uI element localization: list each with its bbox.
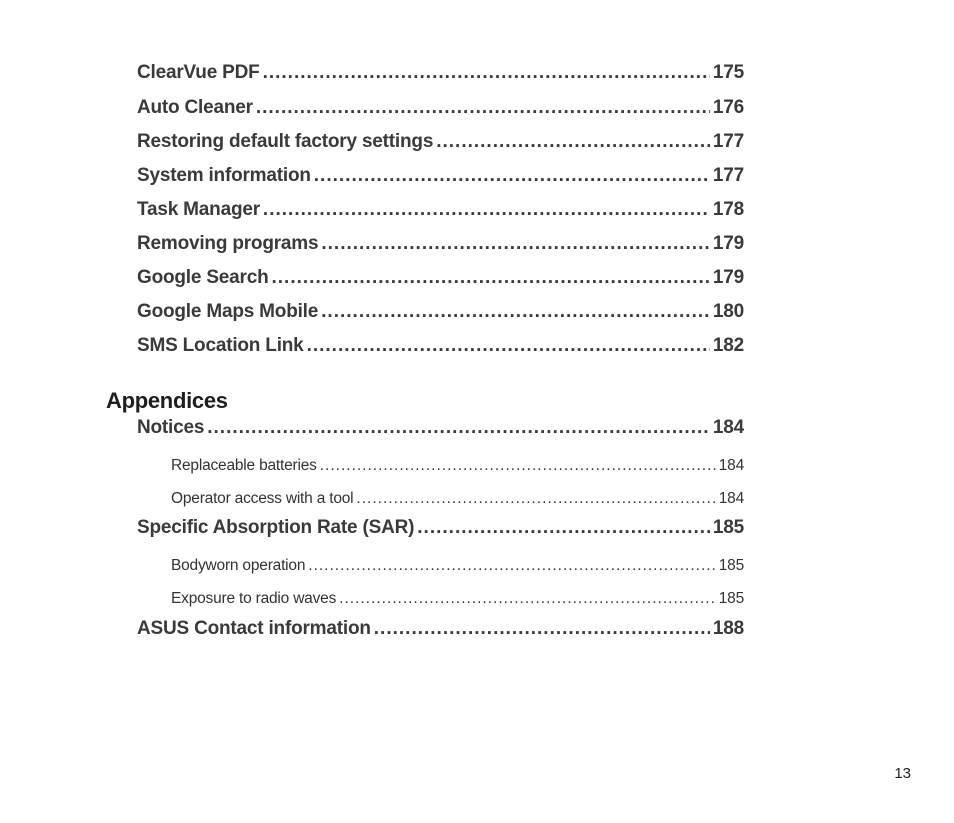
- toc-entry-title: Notices: [137, 417, 205, 438]
- toc-entry[interactable]: [137, 233, 744, 255]
- toc-entry-page: 184: [712, 417, 744, 438]
- toc-entry-title: System information: [137, 165, 311, 186]
- toc-entry-page: 177: [712, 131, 744, 152]
- toc-entry-title: Restoring default factory settings: [137, 131, 434, 152]
- toc-entry-title: Auto Cleaner: [137, 97, 253, 118]
- toc-subentry[interactable]: [171, 490, 744, 508]
- toc-entry-page: 180: [712, 301, 744, 322]
- toc-subentry[interactable]: [171, 557, 744, 575]
- toc-entry[interactable]: [137, 165, 744, 187]
- toc-entry-page: 175: [712, 62, 744, 83]
- toc-entry-page: 185: [718, 590, 744, 607]
- dot-leader: [263, 62, 710, 84]
- toc-entry-title: Bodyworn operation: [171, 557, 306, 574]
- toc-entry-title: Google Maps Mobile: [137, 301, 319, 322]
- toc-entry-page: 177: [712, 165, 744, 186]
- toc-subentry[interactable]: [171, 457, 744, 475]
- toc-entry[interactable]: [137, 301, 744, 323]
- toc-entry-title: Replaceable batteries: [171, 457, 317, 474]
- dot-leader: [320, 457, 716, 475]
- toc-entry-title: Removing programs: [137, 233, 319, 254]
- toc-entry[interactable]: [137, 618, 744, 640]
- dot-leader: [207, 417, 710, 439]
- toc-entry-title: ASUS Contact information: [137, 618, 371, 639]
- toc-entry[interactable]: [137, 517, 744, 539]
- dot-leader: [321, 233, 710, 255]
- dot-leader: [256, 97, 710, 119]
- toc-entry-page: 188: [712, 618, 744, 639]
- dot-leader: [339, 590, 716, 608]
- toc-entry-title: Specific Absorption Rate (SAR): [137, 517, 415, 538]
- toc-entry[interactable]: [137, 62, 744, 84]
- dot-leader: [272, 267, 710, 289]
- dot-leader: [308, 557, 715, 575]
- toc-entry-title: Task Manager: [137, 199, 260, 220]
- dot-leader: [356, 490, 715, 508]
- toc-entry-page: 182: [712, 335, 744, 356]
- page-number: 13: [894, 765, 911, 782]
- toc-entry[interactable]: [137, 335, 744, 357]
- dot-leader: [436, 131, 710, 153]
- dot-leader: [263, 199, 710, 221]
- toc-entry[interactable]: [137, 131, 744, 153]
- dot-leader: [307, 335, 710, 357]
- toc-entry[interactable]: [137, 417, 744, 439]
- toc-entry-page: 179: [712, 267, 744, 288]
- toc-entry[interactable]: [137, 267, 744, 289]
- dot-leader: [374, 618, 710, 640]
- toc-entry-page: 185: [712, 517, 744, 538]
- toc-entry-page: 179: [712, 233, 744, 254]
- toc-entry-title: SMS Location Link: [137, 335, 304, 356]
- toc-entry-title: Operator access with a tool: [171, 490, 354, 507]
- section-heading-appendices: Appendices: [106, 388, 228, 413]
- toc-entry[interactable]: [137, 199, 744, 221]
- toc-entry[interactable]: [137, 97, 744, 119]
- toc-entry-title: ClearVue PDF: [137, 62, 260, 83]
- toc-entry-title: Google Search: [137, 267, 269, 288]
- dot-leader: [321, 301, 710, 323]
- dot-leader: [314, 165, 710, 187]
- dot-leader: [417, 517, 710, 539]
- toc-entry-page: 178: [712, 199, 744, 220]
- toc-entry-page: 184: [718, 457, 744, 474]
- toc-entry-page: 176: [712, 97, 744, 118]
- toc-subentry[interactable]: [171, 590, 744, 608]
- toc-entry-page: 185: [718, 557, 744, 574]
- toc-entry-page: 184: [718, 490, 744, 507]
- toc-entry-title: Exposure to radio waves: [171, 590, 337, 607]
